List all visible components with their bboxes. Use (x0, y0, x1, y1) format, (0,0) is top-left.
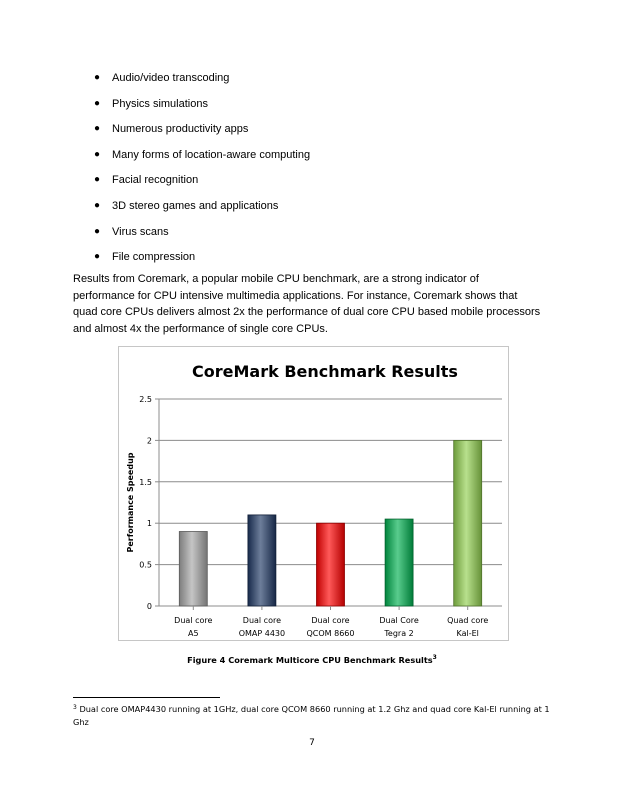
bullet-icon: ● (94, 97, 101, 109)
caption-text: Figure 4 Coremark Multicore CPU Benchmark Results (187, 655, 433, 665)
x-tick-label: OMAP 4430 (238, 629, 286, 638)
x-tick-label: A5 (188, 629, 199, 638)
x-tick-label: Dual Core (379, 616, 419, 625)
paragraph-line: performance for CPU intensive multimedia applications. For instance, Coremark shows that (73, 289, 518, 302)
y-tick-label: 2 (146, 436, 152, 446)
page-number: 7 (309, 738, 315, 748)
bullet-icon: ● (94, 72, 101, 83)
y-tick-label: 2.5 (139, 395, 152, 404)
footnote-text: Dual core OMAP4430 running at 1GHz, dual core QCOM 8660 running at 1.2 Ghz and quad core Kal-El running at 1 Ghz (73, 704, 550, 727)
caption-footnote-ref: 3 (432, 654, 437, 661)
x-tick-label: Kal-El (456, 629, 479, 638)
paragraph-line: Results from Coremark, a popular mobile CPU benchmark, are a strong indicator of (73, 273, 479, 285)
y-axis-label: Performance Speedup (126, 452, 135, 553)
bar (385, 519, 413, 606)
figure-caption (0, 654, 624, 665)
y-tick-label: 1 (146, 519, 152, 529)
bullet-icon: ● (94, 251, 101, 263)
x-tick-label: Dual core (174, 616, 213, 625)
x-tick-label: Tegra 2 (384, 629, 414, 638)
paragraph-line: and almost 4x the performance of single core CPUs. (73, 322, 328, 335)
x-tick-label: Dual core (311, 616, 350, 625)
y-tick-label: 0.5 (139, 560, 152, 570)
bar (454, 440, 482, 606)
bullet-icon: ● (94, 199, 101, 211)
bullet-icon: ● (94, 123, 101, 135)
chart-title: CoreMark Benchmark Results (192, 362, 458, 381)
bullet-icon: ● (94, 148, 101, 160)
bullet-icon: ● (94, 174, 101, 186)
bar (317, 523, 345, 606)
footnote-marker: 3 (73, 704, 77, 711)
x-tick-label: Dual core (242, 616, 282, 625)
y-tick-label: 0 (146, 602, 152, 611)
bullet-icon: ● (94, 225, 101, 237)
footnote-separator (73, 697, 220, 698)
paragraph-line: quad core CPUs delivers almost 2x the performance of dual core CPU based mobile processors (73, 306, 541, 319)
y-tick-label: 1.5 (139, 477, 152, 487)
bar (179, 531, 207, 606)
bar (248, 515, 276, 606)
x-tick-label: QCOM 8660 (306, 629, 355, 638)
x-tick-label: Quad core (447, 616, 489, 625)
footnote (73, 702, 563, 728)
